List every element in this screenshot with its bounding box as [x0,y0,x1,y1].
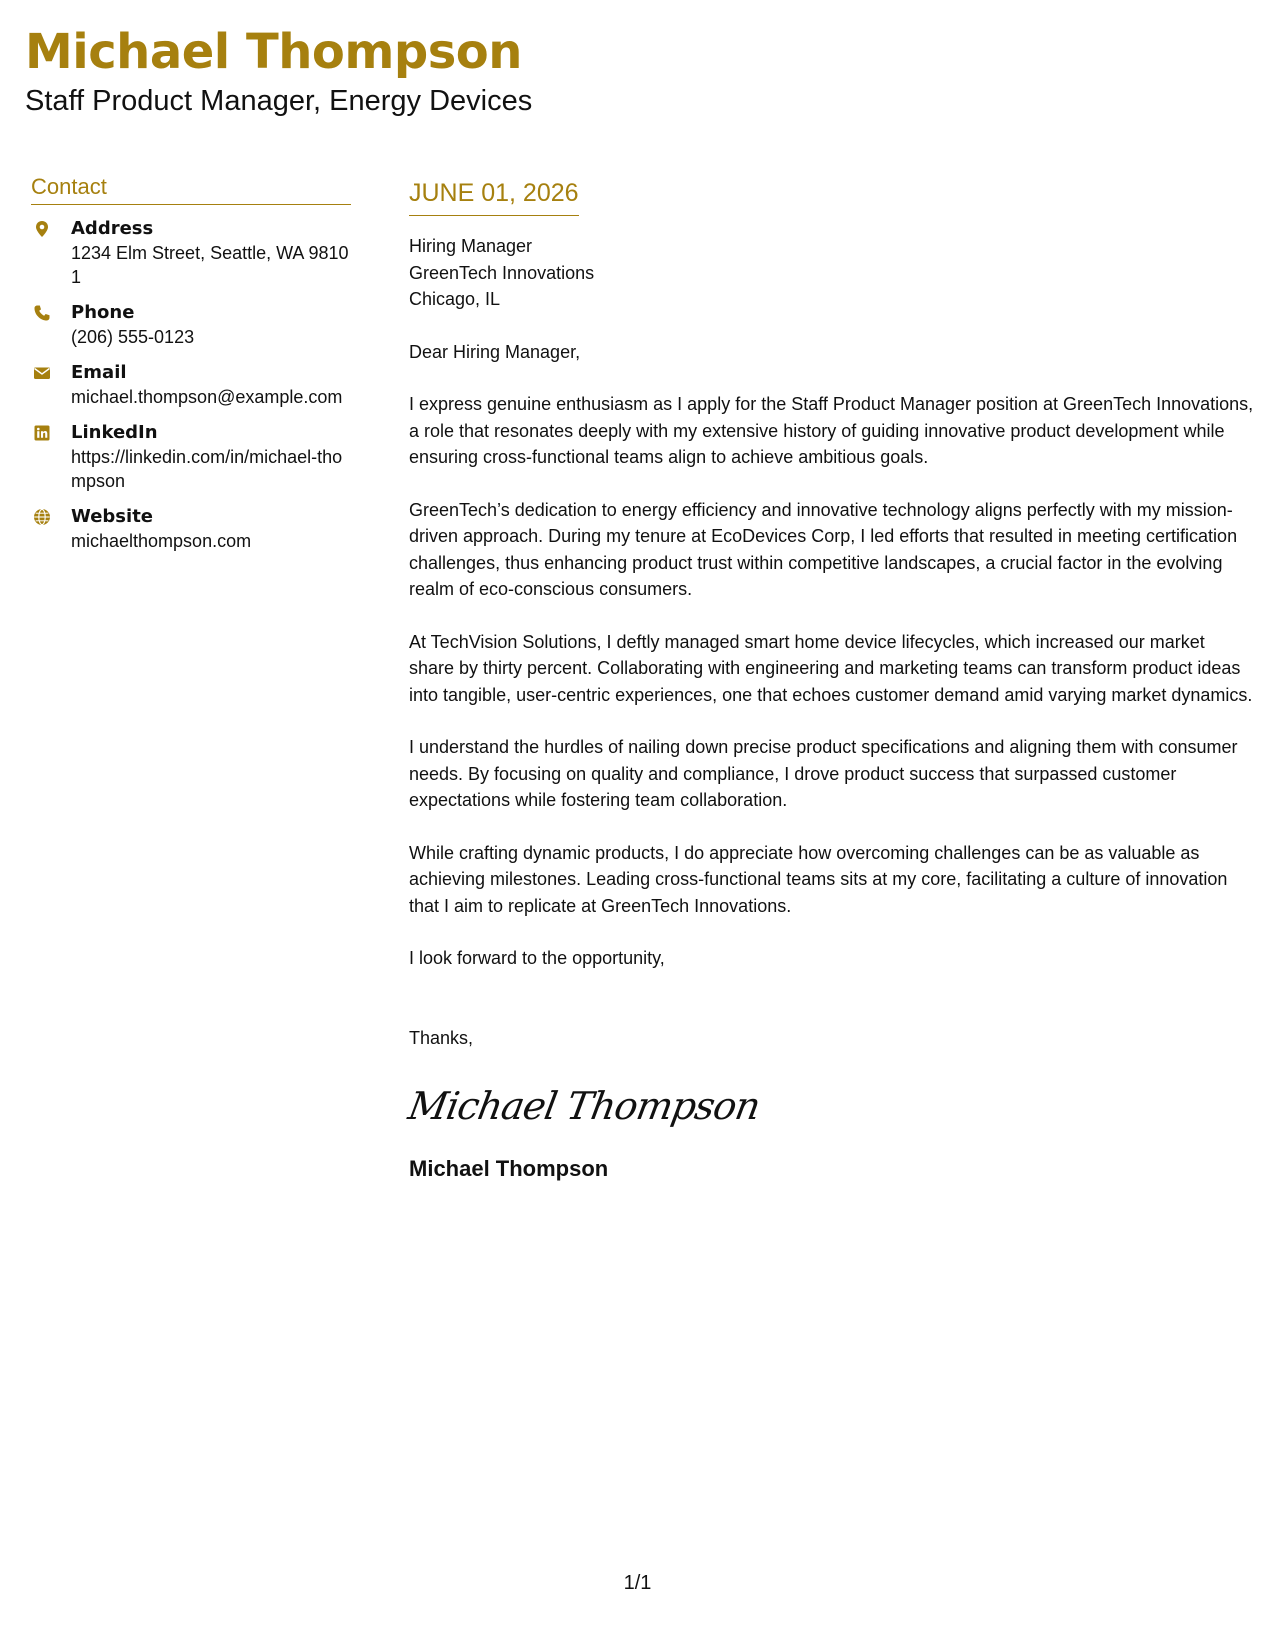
contact-item-phone [31,301,351,349]
linkedin-icon [33,424,51,442]
linkedin-label: LinkedIn [71,422,158,443]
email-value[interactable]: michael.thompson@example.com [71,387,343,407]
linkedin-value[interactable]: https://linkedin.com/in/michael-thompson [71,447,343,491]
signer-name: Michael Thompson [409,1156,609,1181]
paragraph: While crafting dynamic products, I do appreciate how overcoming challenges can be as valuable as achieving milestones. Leading cross-functional teams sits at my core, facilitating a culture of innovation that I aim to replicate at GreenTech Innovations. [409,842,1228,916]
recipient-block [409,233,1254,313]
website-value[interactable]: michaelthompson.com [71,531,252,551]
paragraph: I express genuine enthusiasm as I apply for the Staff Product Manager position at GreenTech Innovations, a role that resonates deeply with my extensive history of guiding innovative product development while ensuring cross-functional teams align to achieve ambitious goals. [409,394,1254,467]
paragraph: I understand the hurdles of nailing down precise product specifications and aligning them with consumer needs. By focusing on quality and compliance, I drove product success that surpassed customer expectations while fostering team collaboration. [409,737,1238,810]
email-label: Email [71,362,127,383]
recipient-title: Hiring Manager [409,236,533,256]
phone-icon [33,304,51,322]
salutation: Dear Hiring Manager, [409,341,581,362]
letter-body [405,178,1254,1183]
paragraph: At TechVision Solutions, I deftly managed smart home device lifecycles, which increased our market share by thirty percent. Collaborating with engineering and marketing teams can transform product ideas into tangible, user-centric experiences, one that echoes customer demand amid varying market dynamics. [409,631,1253,705]
header [25,20,532,118]
closing-line: I look forward to the opportunity, [409,948,665,968]
contact-item-email [31,361,351,409]
map-pin-icon [33,220,51,238]
contact-item-website [31,505,351,553]
globe-icon [33,508,51,526]
job-title: Staff Product Manager, Energy Devices [25,85,533,117]
phone-label: Phone [71,302,135,323]
letter-date: JUNE 01, 2026 [409,178,579,216]
phone-value: (206) 555-0123 [71,327,195,347]
address-label: Address [71,218,154,239]
website-label: Website [71,506,154,527]
signoff: Thanks, [409,1027,474,1048]
envelope-icon [33,364,51,382]
contact-sidebar [31,174,351,553]
paragraph: GreenTech’s dedication to energy efficiency and innovative technology aligns perfectly with my mission-driven approach. During my tenure at EcoDevices Corp, I led efforts that resulted in meeting certification challenges, thus enhancing product trust within competitive landscapes, a crucial factor in the evolving realm of eco-conscious consumers. [409,499,1238,599]
page-number: 1/1 [623,1572,652,1594]
contact-item-address [31,217,351,289]
handwritten-signature: Michael Thompson [405,1084,763,1128]
candidate-name: Michael Thompson [25,24,522,80]
recipient-location: Chicago, IL [409,289,501,309]
contact-item-linkedin [31,421,351,493]
recipient-company: GreenTech Innovations [409,262,595,283]
address-value: 1234 Elm Street, Seattle, WA 98101 [71,243,349,287]
contact-heading: Contact [31,174,351,205]
